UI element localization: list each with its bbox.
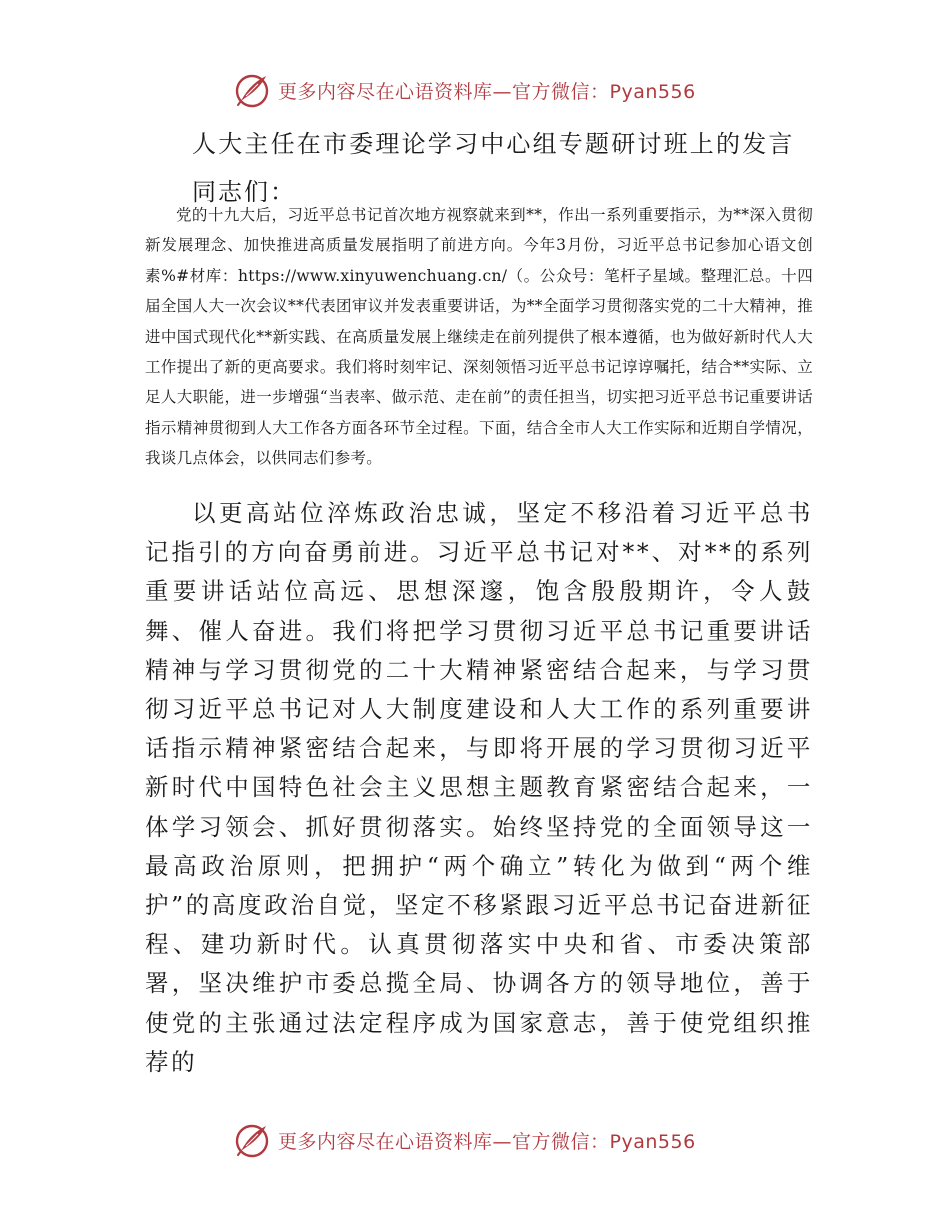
body-paragraph: 以更高站位淬炼政治忠诚，坚定不移沿着习近平总书记指引的方向奋勇前进。习近平总书记对**、对**的系列重要讲话站位高远、思想深邃，饱含殷殷期许，令人鼓舞、催人奋进。我们将把学习贯彻习近平总书记重要讲话精神与学习贯彻党的二十大精神紧密结合起来，与学习贯彻习近平总书记对人大制度建设和人大工作的系列重要讲话指示精神紧密结合起来，与即将开展的学习贯彻习近平新时代中国特色社会主义思想主题教育紧密结合起来，一体学习领会、抓好贯彻落实。始终坚持党的全面领导这一最高政治原则，把拥护“两个确立”转化为做到“两个维护”的高度政治自觉，坚定不移紧跟习近平总书记奋进新征程、建功新时代。认真贯彻落实中央和省、市委决策部署，坚决维护市委总揽全局、协调各方的领导地位，善于使党的主张通过法定程序成为国家意志，善于使党组织推荐的 bbox=[145, 499, 813, 1076]
quill-pen-logo-icon bbox=[232, 70, 272, 110]
header-banner-text: 更多内容尽在心语资料库—官方微信：Pyan556 bbox=[278, 80, 696, 103]
salutation: 同志们： bbox=[192, 178, 296, 206]
footer-banner-text: 更多内容尽在心语资料库—官方微信：Pyan556 bbox=[278, 1130, 696, 1153]
footer-banner bbox=[232, 1120, 792, 1160]
intro-paragraph: 党的十九大后，习近平总书记首次地方视察就来到**，作出一系列重要指示，为**深入贯彻新发展理念、加快推进高质量发展指明了前进方向。今年3月份，习近平总书记参加心语文创素%#材库：https://www.xinyuwenchuang.cn/（。公众号：笔杆子星域。整理汇总。十四届全国人大一次会议**代表团审议并发表重要讲话，为**全面学习贯彻落实党的二十大精神，推进中国式现代化**新实践、在高质量发展上继续走在前列提供了根本遵循，也为做好新时代人大工作提出了新的更高要求。我们将时刻牢记、深刻领悟习近平总书记谆谆嘱托，结合**实际、立足人大职能，进一步增强“当表率、做示范、走在前”的责任担当，切实把习近平总书记重要讲话指示精神贯彻到人大工作各方面各环节全过程。下面，结合全市人大工作实际和近期自学情况，我谈几点体会，以供同志们参考。 bbox=[145, 206, 813, 468]
header-banner bbox=[232, 70, 792, 110]
quill-pen-logo-icon bbox=[232, 1120, 272, 1160]
page-title: 人大主任在市委理论学习中心组专题研讨班上的发言 bbox=[192, 130, 795, 158]
